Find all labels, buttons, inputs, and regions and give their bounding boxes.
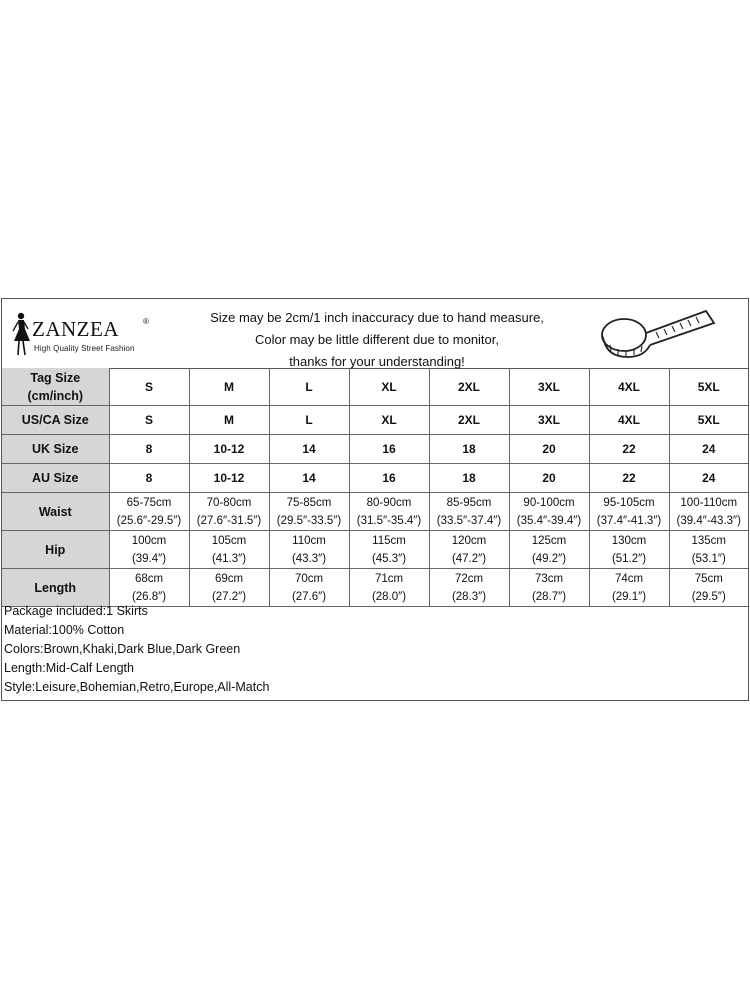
size-cell: 4XL xyxy=(589,406,669,435)
size-cell: 18 xyxy=(429,435,509,464)
measure-cm: 69cm xyxy=(214,572,244,585)
info-length: Length:Mid-Calf Length xyxy=(4,661,134,675)
size-cell: 16 xyxy=(349,435,429,464)
brand-name: ZANZEA xyxy=(32,317,119,341)
measure-cell xyxy=(349,569,429,607)
size-cell: 16 xyxy=(349,464,429,493)
measure-cm: 68cm xyxy=(134,572,164,585)
product-info xyxy=(4,602,269,697)
row-label-line: US/CA Size xyxy=(21,413,89,427)
size-cell: M xyxy=(189,368,269,406)
size-cell: 8 xyxy=(109,464,189,493)
measure-inch: (28.0″) xyxy=(371,590,407,603)
measure-cm: 70cm xyxy=(294,572,324,585)
row-label-line: AU Size xyxy=(31,471,79,485)
measure-inch: (26.8″) xyxy=(131,590,167,603)
row-label: Length xyxy=(2,569,109,607)
measure-cell xyxy=(429,569,509,607)
row-label: Hip xyxy=(2,531,109,569)
measure-inch: (47.2″) xyxy=(451,552,487,565)
measure-cm: 110cm xyxy=(292,534,326,547)
size-cell: L xyxy=(269,368,349,406)
measure-cell xyxy=(269,569,349,607)
measure-cell xyxy=(349,493,429,531)
size-cell: 20 xyxy=(509,435,589,464)
measure-inch: (39.4″-43.3″) xyxy=(676,514,741,527)
measure-inch: (28.7″) xyxy=(531,590,567,603)
size-cell: 4XL xyxy=(589,368,669,406)
size-cell: 20 xyxy=(509,464,589,493)
measure-cm: 75cm xyxy=(694,572,723,585)
measure-inch: (28.3″) xyxy=(451,590,487,603)
row-label xyxy=(2,464,109,493)
measure-cell xyxy=(589,531,669,569)
table-row xyxy=(2,493,748,531)
size-cell: 2XL xyxy=(429,368,509,406)
measure-inch: (29.1″) xyxy=(611,590,647,603)
measure-cm: 70-80cm xyxy=(206,496,252,509)
measure-cell xyxy=(109,531,189,569)
measure-inch: (39.4″) xyxy=(131,552,167,565)
size-cell: 8 xyxy=(109,435,189,464)
table-row xyxy=(2,531,748,569)
size-cell: 24 xyxy=(669,464,748,493)
measure-inch: (53.1″) xyxy=(691,552,726,565)
row-label: Waist xyxy=(2,493,109,531)
measure-inch: (27.6″-31.5″) xyxy=(196,514,262,527)
info-style: Style:Leisure,Bohemian,Retro,Europe,All-Match xyxy=(4,680,270,694)
size-cell: 24 xyxy=(669,435,748,464)
measuring-tape-icon xyxy=(594,305,722,363)
measure-inch: (27.2″) xyxy=(211,590,247,603)
size-cell: 3XL xyxy=(509,406,589,435)
row-label xyxy=(2,435,109,464)
measure-inch: (27.6″) xyxy=(291,590,327,603)
measure-cell xyxy=(589,493,669,531)
size-cell: 2XL xyxy=(429,406,509,435)
measure-cell xyxy=(669,531,748,569)
measure-cm: 120cm xyxy=(451,534,487,547)
measure-inch: (31.5″-35.4″) xyxy=(356,514,422,527)
measure-cell xyxy=(429,493,509,531)
table-row xyxy=(2,569,748,607)
measure-cell xyxy=(189,493,269,531)
size-cell: 14 xyxy=(269,435,349,464)
size-cell: 5XL xyxy=(669,368,748,406)
size-chart xyxy=(1,298,749,701)
measure-cell xyxy=(109,569,189,607)
size-cell: S xyxy=(109,406,189,435)
measure-cm: 115cm xyxy=(372,534,406,547)
registered-mark: ® xyxy=(143,317,149,326)
size-cell: XL xyxy=(349,368,429,406)
measure-inch: (51.2″) xyxy=(611,552,647,565)
size-cell: 10-12 xyxy=(189,435,269,464)
size-cell: 5XL xyxy=(669,406,748,435)
size-cell: 10-12 xyxy=(189,464,269,493)
measure-cm: 74cm xyxy=(614,572,644,585)
size-cell: 22 xyxy=(589,464,669,493)
measure-cell xyxy=(109,493,189,531)
measure-cm: 75-85cm xyxy=(286,496,332,509)
measure-cell xyxy=(189,531,269,569)
measure-cell xyxy=(189,569,269,607)
measure-cell xyxy=(429,531,509,569)
measure-cm: 105cm xyxy=(211,534,247,547)
size-table xyxy=(2,368,748,607)
measure-inch: (41.3″) xyxy=(211,552,247,565)
measure-inch: (33.5″-37.4″) xyxy=(436,514,502,527)
measure-cm: 100cm xyxy=(131,534,167,547)
size-cell: XL xyxy=(349,406,429,435)
table-row xyxy=(2,368,748,406)
measure-cm: 72cm xyxy=(454,572,484,585)
measure-cell xyxy=(349,531,429,569)
row-label-line: (cm/inch) xyxy=(27,388,84,403)
info-material: Material:100% Cotton xyxy=(4,623,125,637)
measure-cm: 130cm xyxy=(611,534,647,547)
size-cell: S xyxy=(109,368,189,406)
row-label-line: UK Size xyxy=(31,442,79,456)
measure-inch: (29.5″-33.5″) xyxy=(276,514,342,527)
measure-cell xyxy=(509,531,589,569)
measure-inch: (49.2″) xyxy=(531,552,567,565)
measure-cell xyxy=(589,569,669,607)
size-cell: 14 xyxy=(269,464,349,493)
size-cell: 3XL xyxy=(509,368,589,406)
chart-header xyxy=(2,299,748,369)
table-row xyxy=(2,435,748,464)
brand-logo xyxy=(10,311,160,361)
row-label-line: Tag Size xyxy=(30,370,81,385)
notice-line: Size may be 2cm/1 inch inaccuracy due to hand measure, xyxy=(210,310,544,325)
measure-cell xyxy=(669,493,748,531)
row-label xyxy=(2,406,109,435)
table-row xyxy=(2,464,748,493)
notice-line: thanks for your understanding! xyxy=(289,354,465,369)
measure-inch: (37.4″-41.3″) xyxy=(596,514,662,527)
measure-cell xyxy=(269,531,349,569)
size-cell: 22 xyxy=(589,435,669,464)
measure-cell xyxy=(509,493,589,531)
size-cell: L xyxy=(269,406,349,435)
brand-tagline: High Quality Street Fashion xyxy=(34,344,135,353)
measure-inch: (35.4″-39.4″) xyxy=(516,514,582,527)
woman-silhouette-icon xyxy=(10,311,34,359)
measure-cm: 90-100cm xyxy=(523,496,575,509)
measure-cm: 80-90cm xyxy=(366,496,412,509)
table-row xyxy=(2,406,748,435)
measure-inch: (45.3″) xyxy=(371,552,407,565)
row-label xyxy=(2,368,109,406)
measure-cm: 71cm xyxy=(374,572,404,585)
measure-cm: 73cm xyxy=(534,572,564,585)
measure-cell xyxy=(669,569,748,607)
size-cell: M xyxy=(189,406,269,435)
measure-cm: 85-95cm xyxy=(446,496,492,509)
measurement-notice xyxy=(172,307,582,373)
info-colors: Colors:Brown,Khaki,Dark Blue,Dark Green xyxy=(4,642,241,656)
measure-cm: 65-75cm xyxy=(126,496,172,509)
measure-cell xyxy=(269,493,349,531)
measure-cm: 125cm xyxy=(531,534,567,547)
measure-cm: 95-105cm xyxy=(603,496,655,509)
measure-inch: (29.5″) xyxy=(691,590,726,603)
measure-cm: 135cm xyxy=(691,534,727,547)
measure-inch: (25.6″-29.5″) xyxy=(116,514,182,527)
info-package: Package included:1 Skirts xyxy=(4,604,148,618)
size-cell: 18 xyxy=(429,464,509,493)
measure-cell xyxy=(509,569,589,607)
measure-inch: (43.3″) xyxy=(291,552,327,565)
notice-line: Color may be little different due to monitor, xyxy=(255,332,499,347)
measure-cm: 100-110cm xyxy=(680,496,738,509)
